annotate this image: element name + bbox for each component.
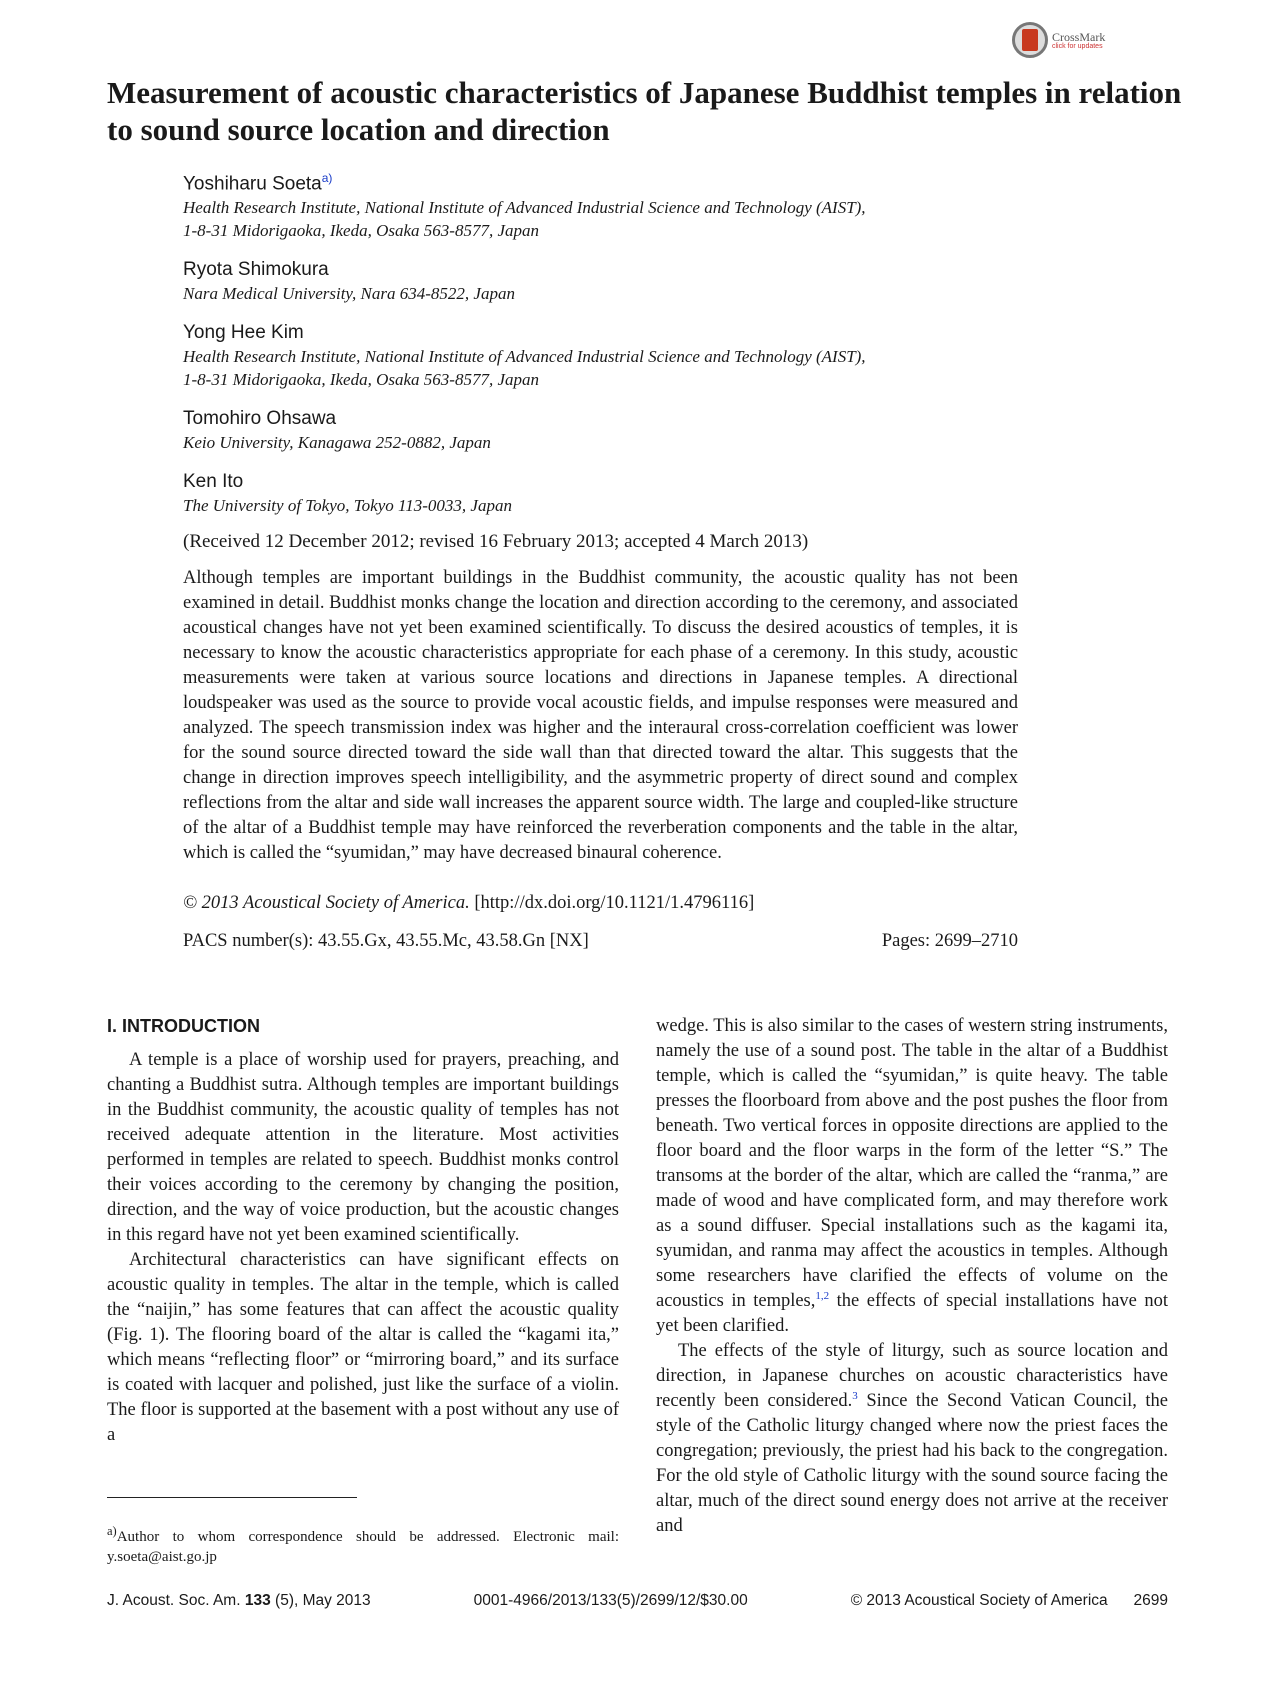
copyright-doi (183, 893, 754, 914)
body-paragraph (656, 1014, 1168, 1339)
doi-link[interactable]: [http://dx.doi.org/10.1121/1.4796116] (474, 893, 755, 913)
text-run: wedge. This is also similar to the cases of western string instruments, namely the use of a sound post. The table in the altar of a Buddhist temple, which is called the “syumidan,” is quite heavy. The table presses the floorboard from above and the post pushes the floor from beneath. Two vertical forces in opposite directions are applied to the floor board and the floor warps in the form of the letter “S.” The transoms at the border of the altar, which are called the “ranma,” are made of wood and have complicated form, and may therefore work as a sound diffuser. Special installations such as the kagami ita, syumidan, and ranma may affect the acoustics in temples. Although some researchers have clarified the effects of volume on the acoustics in temples, (656, 1016, 1168, 1311)
citation-link[interactable]: 3 (852, 1389, 858, 1402)
body-paragraph: A temple is a place of worship used for prayers, preaching, and chanting a Buddhist sutra. Although temples are important buildings in the Buddhist community, the acoustic quality of temples has not received adequate attention in the literature. Most activities performed in temples are related to speech. Buddhist monks control their voices according to the ceremony by changing the position, direction, and the way of voice production, but the acoustic changes in this regard have not yet been examined scientifically. (107, 1050, 619, 1245)
footnote-divider (107, 1497, 357, 1498)
author-name: Ryota Shimokura (183, 259, 329, 281)
author-block (183, 166, 1083, 242)
received-dates: (Received 12 December 2012; revised 16 February 2013; accepted 4 March 2013) (183, 531, 809, 552)
crossmark-icon (1012, 22, 1048, 58)
page-footer (107, 1592, 1168, 1610)
author-name: Tomohiro Ohsawa (183, 408, 337, 430)
article-code: 0001-4966/2013/133(5)/2699/12/$30.00 (473, 1592, 748, 1609)
text-run: The effects of the style of liturgy, such as source location and direction, in Japanese churches on acoustic characteristics have recently been considered. (656, 1341, 1168, 1411)
copyright-society: © 2013 Acoustical Society of America. (183, 893, 470, 913)
crossmark-label: CrossMark (1052, 29, 1106, 44)
citation-link[interactable]: 1,2 (815, 1289, 830, 1302)
crossmark-sub: click for updates (1052, 42, 1103, 50)
author-affiliation: Keio University, Kanagawa 252-0882, Japan (183, 433, 491, 453)
pacs-numbers: PACS number(s): 43.55.Gx, 43.55.Mc, 43.58.Gn [NX] (183, 931, 589, 951)
text-run: Since the Second Vatican Council, the style of the Catholic liturgy changed where now the priest faces the congregation; previously, the priest had his back to the congregation. For the old style of Catholic liturgy with the sound source facing the altar, much of the direct sound energy does not arrive at the receiver and (656, 1391, 1168, 1536)
abstract: Although temples are important buildings in the Buddhist community, the acoustic quality has not been examined in detail. Buddhist monks change the location and direction according to the ceremony, and associated acoustical changes have not yet been examined scientifically. To discuss the desired acoustics of temples, it is necessary to know the acoustic characteristics appropriate for each phase of a ceremony. In this study, acoustic measurements were taken at various source locations and directions in Japanese temples. A directional loudspeaker was used as the source to provide vocal acoustic fields, and impulse responses were measured and analyzed. The speech transmission index was higher and the interaural cross-correlation coefficient was lower for the sound source directed toward the side wall than that directed toward the altar. This suggests that the change in direction improves speech intelligibility, and the asymmetric property of direct sound and complex reflections from the altar and side wall increases the apparent source width. The large and coupled-like structure of the altar of a Buddhist temple may have reinforced the reverberation components and the table in the altar, which is called the “syumidan,” may have decreased binaural coherence. (183, 568, 1018, 863)
body-paragraph: Architectural characteristics can have significant effects on acoustic quality in temples. The altar in the temple, which is called the “naijin,” has some features that can affect the acoustic quality (Fig. 1). The flooring board of the altar is called the “kagami ita,” which means “reflecting floor” or “mirroring board,” and its surface is coated with lacquer and polished, just like the surface of a violin. The floor is supported at the basement with a post without any use of a (107, 1250, 619, 1445)
section-heading: I. INTRODUCTION (107, 1016, 260, 1036)
right-column (656, 1014, 1168, 1539)
author-affiliation: 1-8-31 Midorigaoka, Ikeda, Osaka 563-8577, Japan (183, 370, 539, 390)
author-affiliation: Health Research Institute, National Institute of Advanced Industrial Science and Technology (AIST), (183, 198, 866, 218)
journal-citation: J. Acoust. Soc. Am. 133 (5), May 2013 (107, 1592, 371, 1609)
left-column (107, 1014, 619, 1448)
author-block (183, 258, 1083, 305)
author-affiliation: 1-8-31 Midorigaoka, Ikeda, Osaka 563-8577, Japan (183, 221, 539, 241)
author-footnote-mark[interactable]: a) (321, 171, 333, 185)
paper-title: Measurement of acoustic characteristics of Japanese Buddhist temples in relation to sound source location and direction (107, 75, 1182, 147)
page-range: Pages: 2699–2710 (881, 931, 1018, 951)
footnote-text: Author to whom correspondence should be addressed. Electronic mail: y.soeta@aist.go.jp (107, 1529, 619, 1565)
footer-copyright: © 2013 Acoustical Society of America 2699 (850, 1592, 1168, 1609)
author-name: Yoshiharu Soeta$^{a)}$ (183, 171, 333, 195)
author-name: Ken Ito (183, 471, 244, 493)
footnote (107, 1521, 619, 1567)
author-name: Yong Hee Kim (183, 322, 304, 344)
author-list (183, 166, 1083, 533)
author-block (183, 407, 1083, 454)
page-number: 2699 (1133, 1592, 1168, 1609)
text-run: the effects of special installations have not yet been clarified. (656, 1291, 1168, 1336)
footnote-mark: a) (107, 1524, 117, 1538)
crossmark-badge[interactable] (1012, 22, 1105, 58)
author-affiliation: The University of Tokyo, Tokyo 113-0033, Japan (183, 496, 512, 516)
author-block (183, 321, 1083, 391)
author-affiliation: Health Research Institute, National Institute of Advanced Industrial Science and Technology (AIST), (183, 347, 866, 367)
author-affiliation: Nara Medical University, Nara 634-8522, Japan (183, 284, 515, 304)
author-block (183, 470, 1083, 517)
body-paragraph (656, 1339, 1168, 1539)
